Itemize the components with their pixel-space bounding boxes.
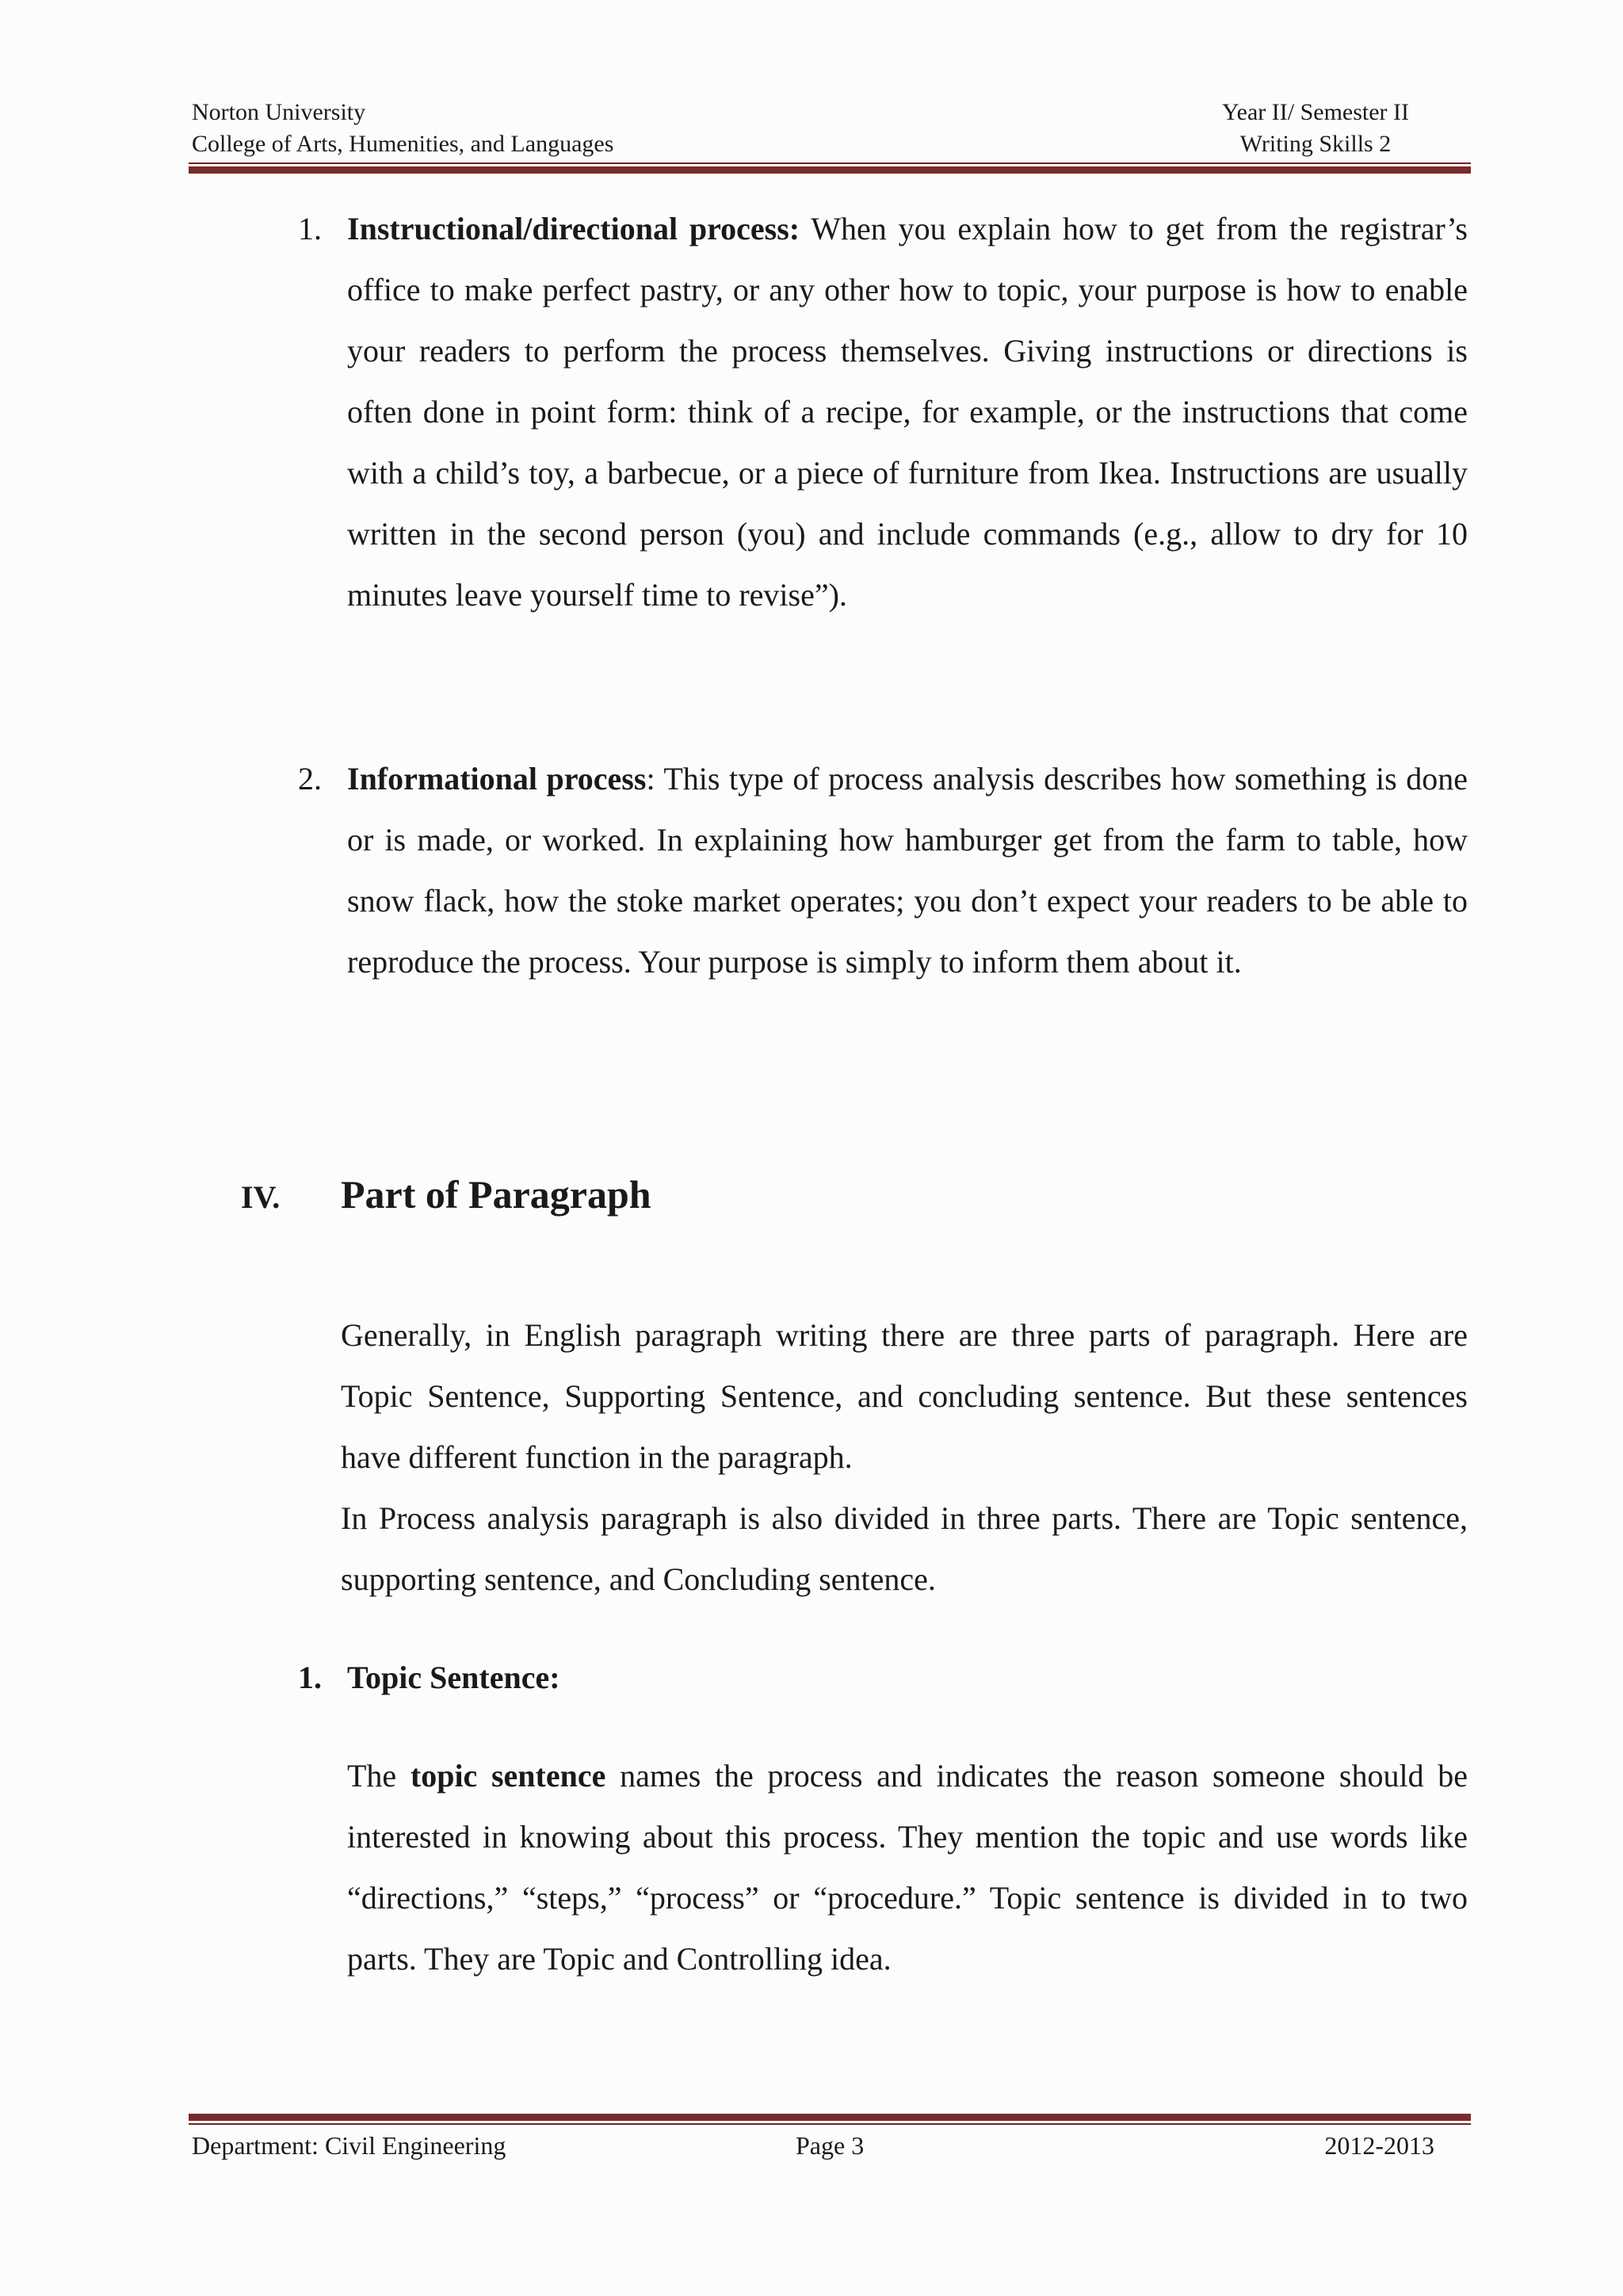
footer-divider: [189, 2114, 1471, 2125]
item-2-number: 2.: [298, 761, 322, 797]
item-1-text: When you explain how to get from the registrar’s office to make perfect pastry, or any other how to topic, your purpose is how to enable your readers to perform the process themselves. Giving instructions or directions is often done in point form: think of a recipe, for example, or the instructions that come with a child’s toy, a barbecue, or a piece of furniture from Ikea. Instructions are usually written in the second person (you) and include commands (e.g., allow to dry for 10 minutes leave yourself time to revise”).: [347, 211, 1468, 613]
header-divider-thick: [189, 166, 1471, 174]
footer-divider-thin: [189, 2123, 1471, 2125]
header-college: College of Arts, Humenities, and Languages: [192, 131, 614, 157]
subsection-text-before: The: [347, 1758, 411, 1794]
footer-year: 2012-2013: [1324, 2131, 1434, 2160]
section-number: IV.: [241, 1179, 281, 1215]
header-year-semester: Year II/ Semester II: [1221, 99, 1410, 125]
page-header: [192, 97, 1434, 160]
subsection-title: Topic Sentence:: [347, 1660, 560, 1695]
section-paragraph-2: In Process analysis paragraph is also divided in three parts. There are Topic sentence, supporting sentence, and Concluding sentence.: [341, 1500, 1468, 1597]
item-1-number: 1.: [298, 211, 322, 246]
footer-page-number: Page 3: [796, 2131, 865, 2160]
item-2-title: Informational process: [347, 761, 647, 797]
subsection-number: 1.: [298, 1660, 322, 1695]
subsection-bold-term: topic sentence: [410, 1758, 606, 1794]
item-2-text: : This type of process analysis describes how something is done or is made, or worked. In explaining how hamburger get from the farm to table, how snow flack, how the stoke market operates; you don’t expect your readers to be able to reproduce the process. Your purpose is simply to inform them about it.: [347, 761, 1468, 980]
item-1-title: Instructional/directional process:: [347, 211, 800, 246]
item-1-paragraph: [347, 198, 1468, 625]
subsection-paragraph: [347, 1745, 1468, 1989]
header-course: Writing Skills 2: [1239, 131, 1392, 157]
section-title: Part of Paragraph: [341, 1172, 651, 1217]
header-divider: [189, 162, 1471, 174]
footer-divider-thick: [189, 2114, 1471, 2121]
footer-department: Department: Civil Engineering: [192, 2131, 506, 2160]
item-2-paragraph: [347, 748, 1468, 992]
header-university: Norton University: [192, 99, 366, 125]
subsection-text-after: names the process and indicates the reason someone should be interested in knowing about this process. They mention the topic and use words like “directions,” “steps,” “process” or “procedure.” Topic sentence is divided in to two parts. They are Topic and Controlling idea.: [347, 1758, 1468, 1977]
section-paragraph-1: Generally, in English paragraph writing there are three parts of paragraph. Here are Topic Sentence, Supporting Sentence, and concluding sentence. But these sentences have different function in the paragraph.: [341, 1317, 1468, 1475]
